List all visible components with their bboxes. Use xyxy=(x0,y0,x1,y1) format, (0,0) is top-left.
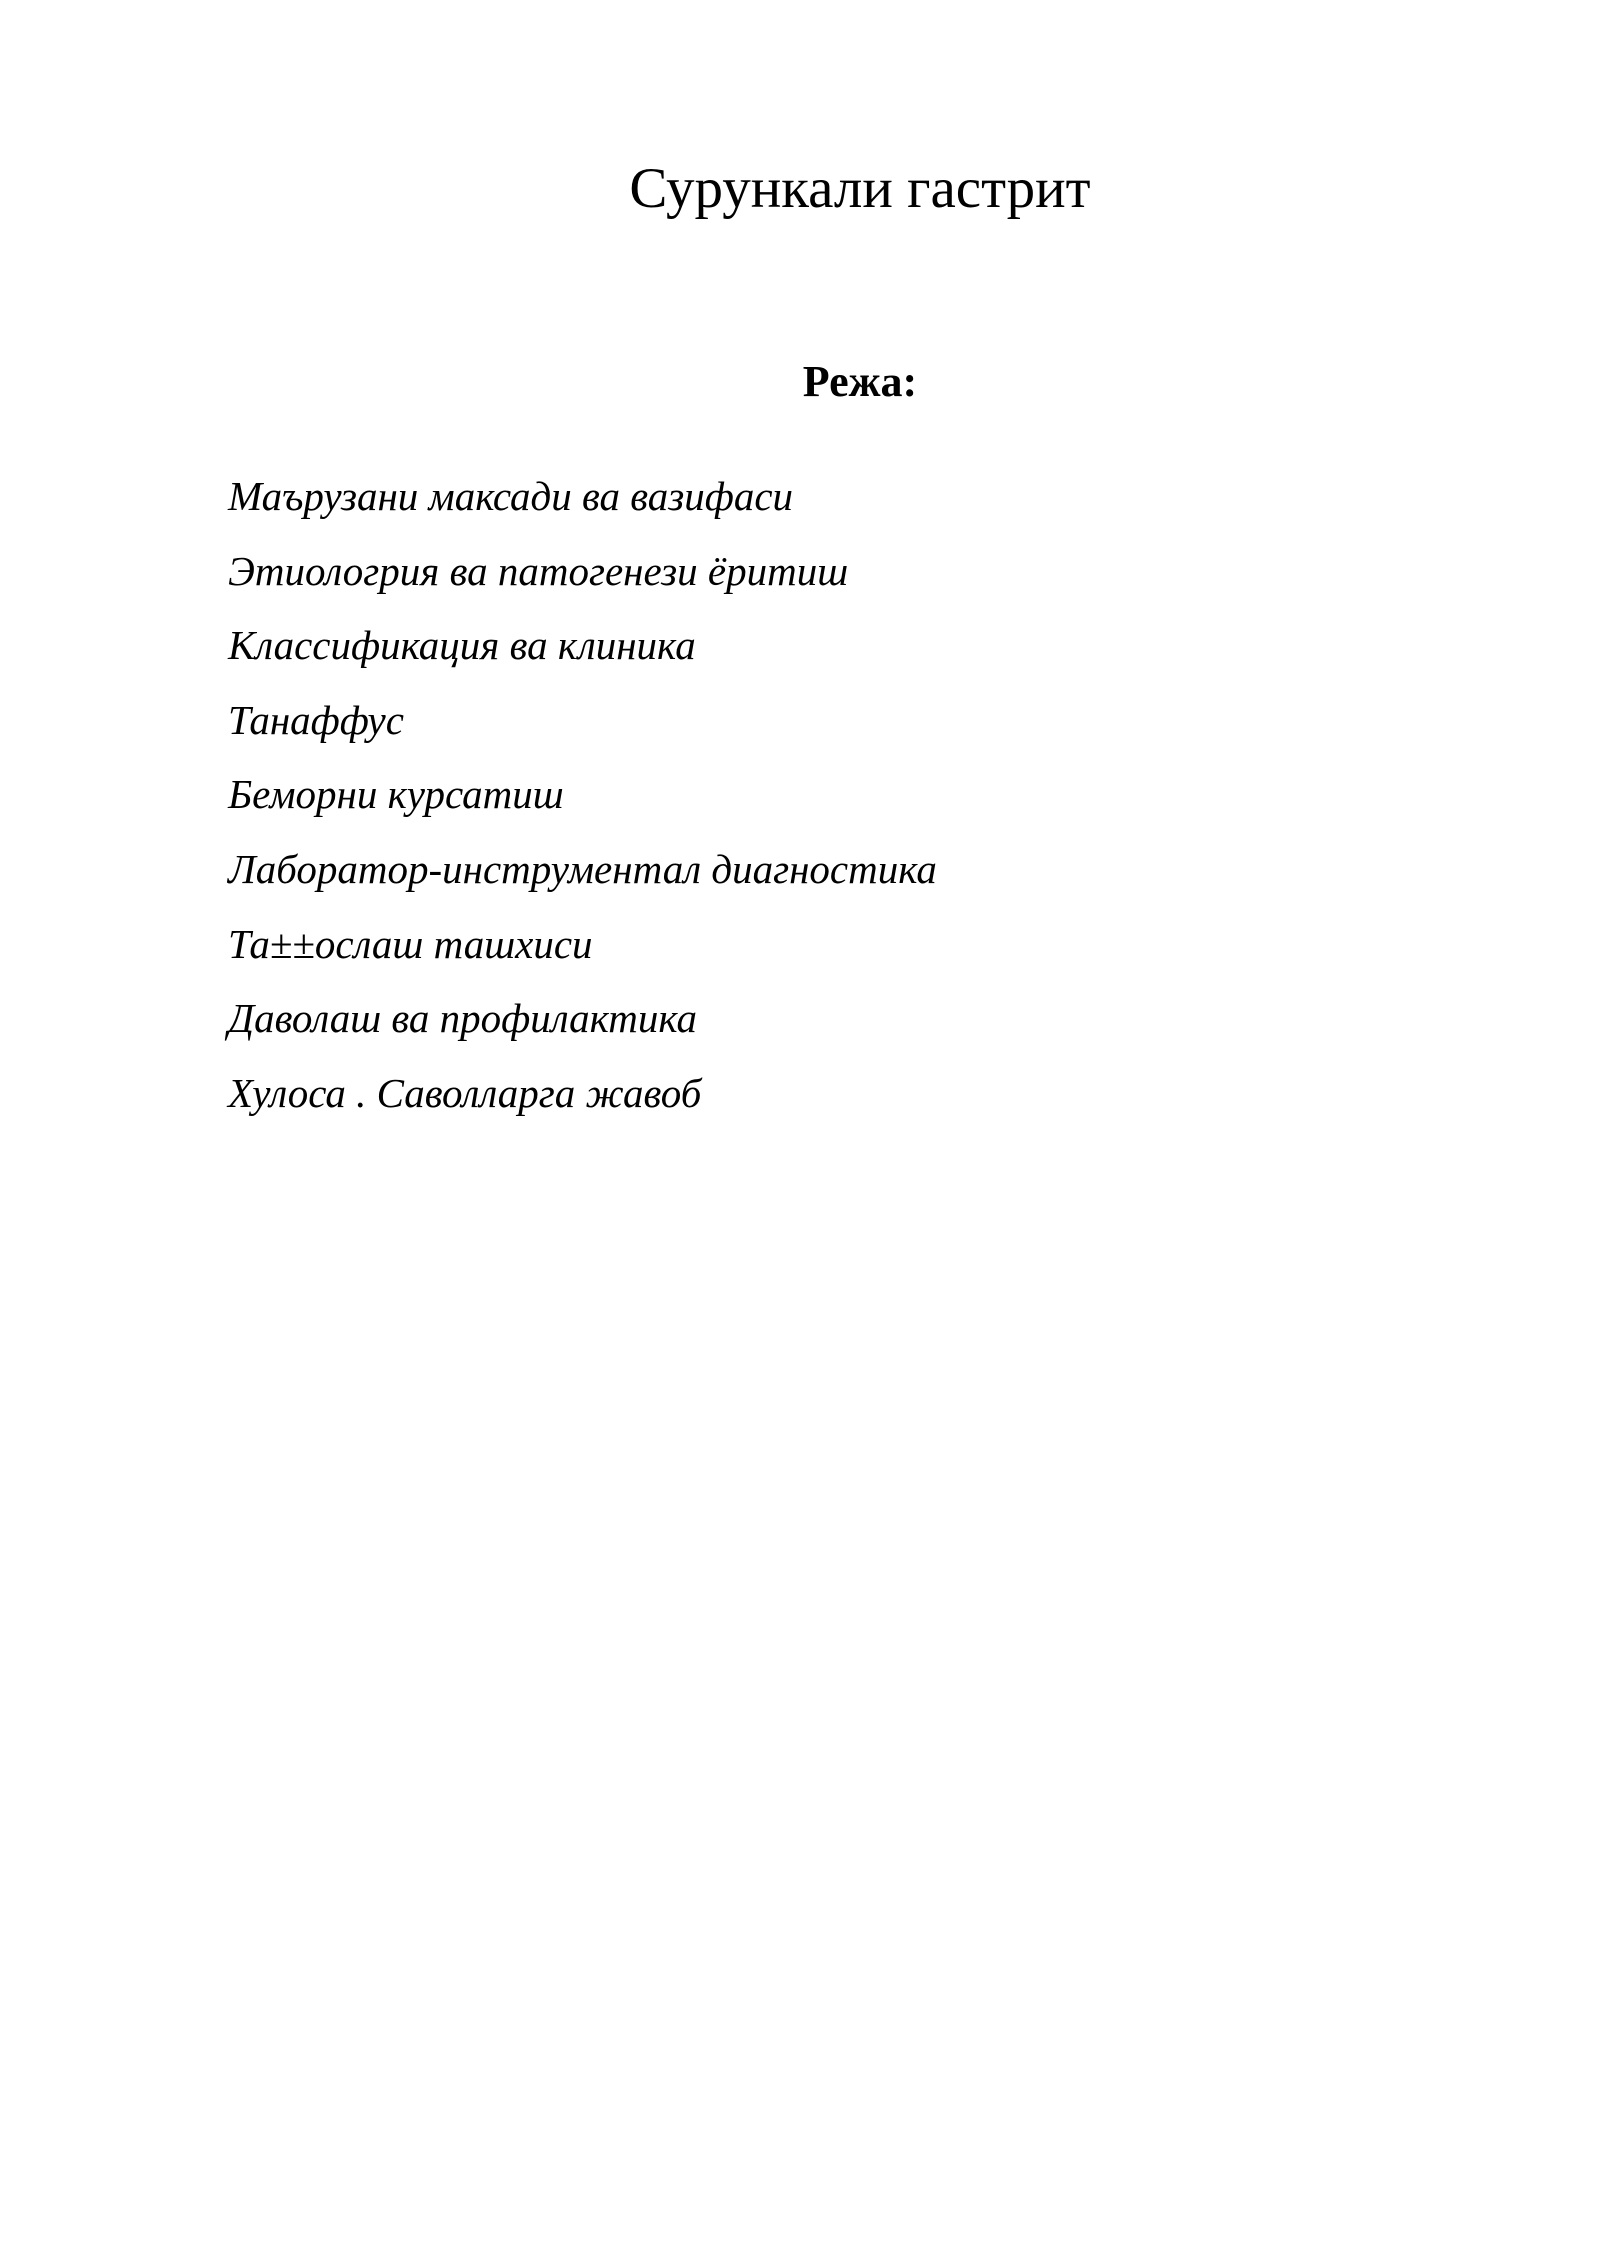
plan-item-conclusion: Хулоса . Саволларга жавоб xyxy=(228,1069,702,1116)
plan-item-treatment: Даволаш ва профилактика xyxy=(228,995,698,1042)
plan-item-patient-demo: Беморни курсатиш xyxy=(228,771,564,818)
plan-item-break: Танаффус xyxy=(228,696,404,743)
plan-item-differential-diagnosis: Та±±ослаш ташхиси xyxy=(228,920,593,967)
plan-item-lecture-goals: Маърузани максади ва вазифаси xyxy=(228,473,794,519)
plan-item-classification: Классификация ва клиника xyxy=(228,622,696,669)
plan-heading: Режа: xyxy=(802,357,918,406)
plan-list xyxy=(228,470,937,1141)
plan-item-diagnostics: Лаборатор-инструментал диагностика xyxy=(228,845,937,892)
document-title: Сурункали гастрит xyxy=(629,157,1091,220)
plan-item-etiology: Этиологрия ва патогенези ёритиш xyxy=(228,547,849,594)
